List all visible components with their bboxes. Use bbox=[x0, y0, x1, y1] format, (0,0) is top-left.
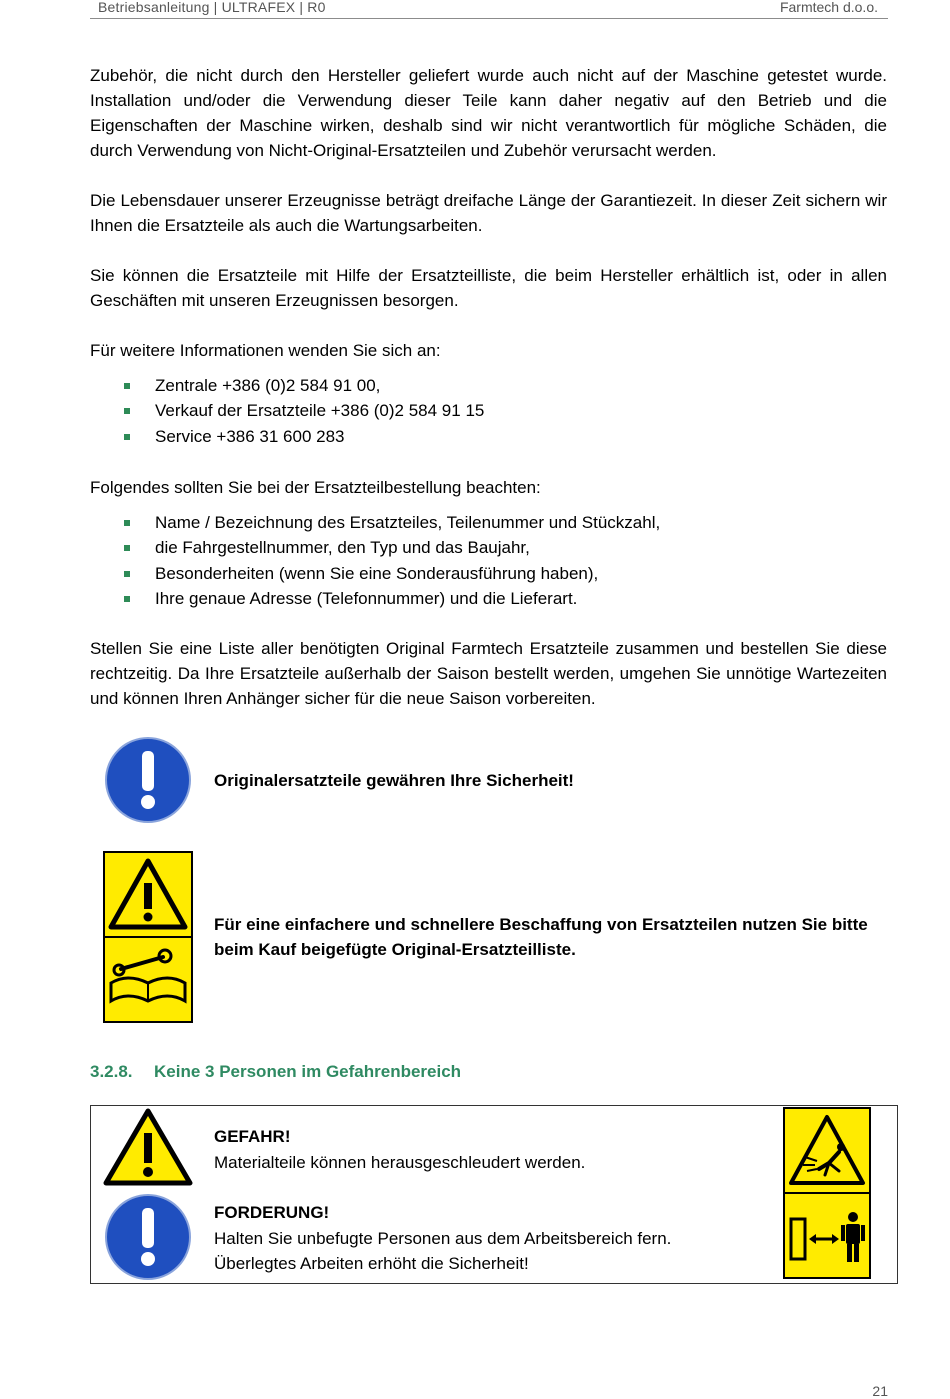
bullet-icon bbox=[124, 596, 130, 602]
paragraph-text: Zubehör, die nicht durch den Hersteller geliefert wurde auch nicht auf der Maschine getestet wurde. Installation und/oder die Verwendung dieser Teile kann daher negativ auf den Betrieb und die Eigenschaften der Maschine wirken, deshalb sind wir nicht verantwortlich für mögliche Schäden, die durch Verwendung von Nicht-Original-Ersatzteilen und Zubehör verursacht werden. bbox=[90, 66, 887, 160]
contact-text: Zentrale +386 (0)2 584 91 00, bbox=[155, 376, 381, 395]
demand-line-2: Überlegtes Arbeiten erhöht die Sicherheit! bbox=[214, 1254, 529, 1273]
list-item bbox=[124, 535, 824, 560]
bullet-icon bbox=[124, 408, 130, 414]
paragraph-text: Stellen Sie eine Liste aller benötigten Original Farmtech Ersatzteile zusammen und bestellen Sie diese rechtzeitig. Da Ihre Ersatzteile außerhalb der Saison bestellt werden, umgehen Sie unnötige Wartezeiten und können Ihren Anhänger sicher für die neue Saison vorbereiten. bbox=[90, 639, 887, 708]
page-header bbox=[90, 0, 888, 19]
notice-parts-list: Für eine einfachere und schnellere Beschaffung von Ersatzteilen nutzen Sie bitte beim Kauf beigefügte Original-Ersatzteilliste. bbox=[214, 915, 868, 959]
contact-text: Verkauf der Ersatzteile +386 (0)2 584 91 15 bbox=[155, 401, 485, 421]
list-item bbox=[124, 561, 824, 586]
section-number: 3.2.8. bbox=[90, 1062, 133, 1081]
paragraph-text: Folgendes sollten Sie bei der Ersatzteilbestellung beachten: bbox=[90, 478, 541, 497]
section-heading bbox=[90, 1062, 461, 1082]
list-item bbox=[124, 424, 824, 449]
danger-block bbox=[214, 1124, 585, 1175]
order-note-text: Ihre genaue Adresse (Telefonnummer) und die Lieferart. bbox=[155, 588, 578, 608]
bullet-icon bbox=[124, 383, 130, 389]
mandatory-exclamation-icon bbox=[104, 1193, 192, 1281]
bullet-icon bbox=[124, 571, 130, 577]
list-item bbox=[124, 586, 824, 611]
demand-line-1: Halten Sie unbefugte Personen aus dem Arbeitsbereich fern. bbox=[214, 1228, 672, 1248]
order-note-text: Besonderheiten (wenn Sie eine Sonderausführung haben), bbox=[155, 563, 599, 583]
warning-triangle-icon bbox=[102, 1107, 194, 1187]
danger-text: Materialteile können herausgeschleudert werden. bbox=[214, 1152, 586, 1172]
paragraph-accessories bbox=[90, 63, 887, 163]
header-company: Farmtech d.o.o. bbox=[779, 0, 878, 15]
mandatory-exclamation-icon bbox=[104, 736, 192, 824]
paragraph-spare-parts-list bbox=[90, 263, 887, 313]
read-manual-warning-icon bbox=[103, 851, 193, 1023]
notice-original-parts: Originalersatzteile gewähren Ihre Sicherheit! bbox=[214, 771, 574, 790]
demand-label: FORDERUNG! bbox=[214, 1203, 330, 1222]
page-number: 21 bbox=[872, 1383, 888, 1399]
thrown-objects-keep-distance-icon bbox=[783, 1107, 871, 1279]
order-note-text: die Fahrgestellnummer, den Typ und das Baujahr, bbox=[155, 538, 530, 558]
demand-block bbox=[214, 1200, 671, 1277]
danger-label: GEFAHR! bbox=[214, 1127, 291, 1146]
section-title: Keine 3 Personen im Gefahrenbereich bbox=[154, 1062, 462, 1081]
header-document-title: Betriebsanleitung | ULTRAFEX | R0 bbox=[98, 0, 326, 15]
bullet-icon bbox=[124, 434, 130, 440]
bullet-icon bbox=[124, 520, 130, 526]
paragraph-text: Sie können die Ersatzteile mit Hilfe der Ersatzteilliste, die beim Hersteller erhältlich ist, oder in allen Geschäften mit unseren Erzeugnissen besorgen. bbox=[90, 266, 887, 310]
list-item bbox=[124, 398, 824, 423]
order-notes-list bbox=[124, 510, 824, 611]
paragraph-more-info bbox=[90, 338, 887, 363]
paragraph-lifetime bbox=[90, 188, 887, 238]
list-item bbox=[124, 510, 824, 535]
paragraph-text: Die Lebensdauer unserer Erzeugnisse beträgt dreifache Länge der Garantiezeit. In dieser Zeit sichern wir Ihnen die Ersatzteile als auch die Wartungsarbeiten. bbox=[90, 191, 887, 235]
contact-list bbox=[124, 373, 824, 449]
order-note-text: Name / Bezeichnung des Ersatzteiles, Teilenummer und Stückzahl, bbox=[155, 513, 661, 532]
paragraph-order-intro bbox=[90, 475, 887, 500]
contact-text: Service +386 31 600 283 bbox=[155, 426, 345, 446]
bullet-icon bbox=[124, 545, 130, 551]
paragraph-order-advice bbox=[90, 636, 887, 711]
paragraph-text: Für weitere Informationen wenden Sie sich an: bbox=[90, 341, 441, 360]
list-item bbox=[124, 373, 824, 398]
